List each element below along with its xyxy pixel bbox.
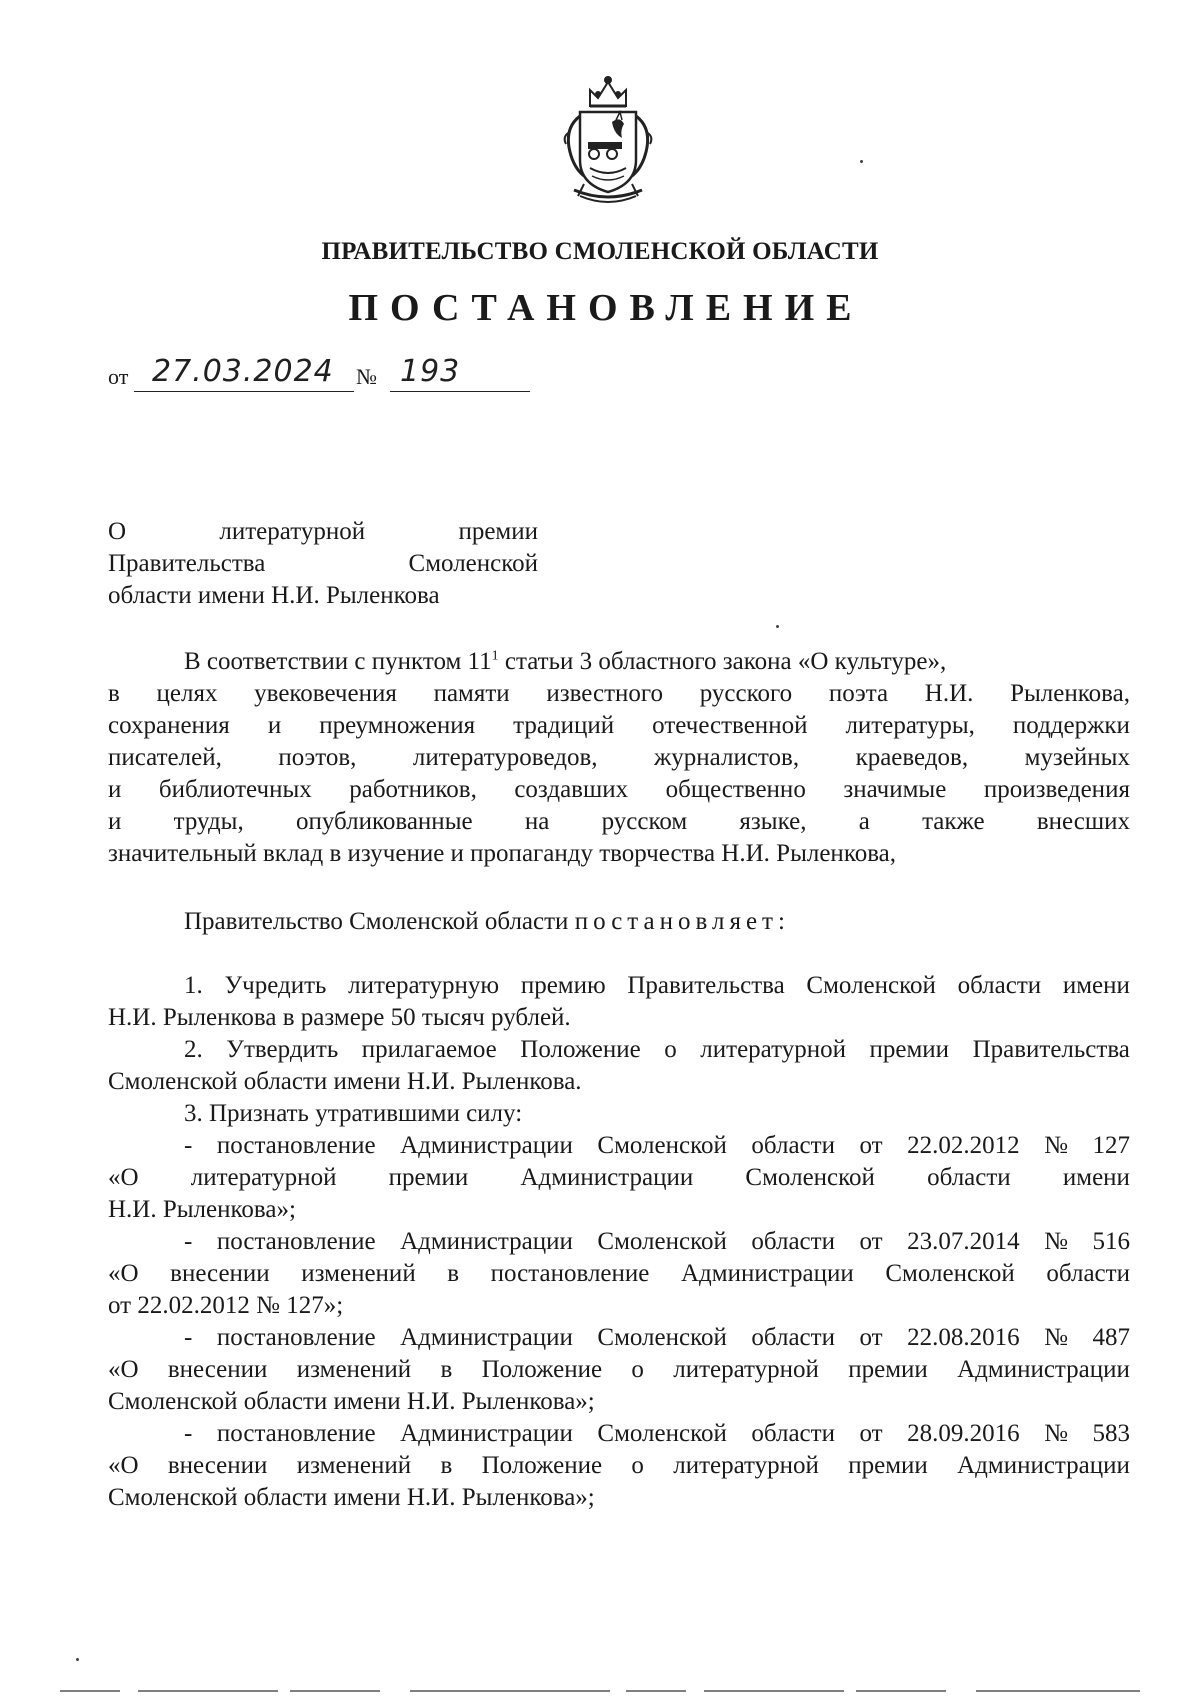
number-label: № bbox=[356, 364, 377, 389]
scan-speck bbox=[76, 1658, 79, 1661]
item-line: - постановление Администрации Смоленской области от 23.07.2014 № 516 bbox=[184, 1228, 1130, 1255]
item-line: Н.И. Рыленкова»; bbox=[108, 1196, 296, 1223]
handwritten-number: 193 bbox=[400, 354, 461, 389]
preamble-line bbox=[108, 646, 1130, 678]
item-line: «О литературной премии Администрации Смоленской области имени bbox=[108, 1164, 1130, 1191]
scan-speck bbox=[776, 625, 779, 628]
item-line: «О внесении изменений в постановление Администрации Смоленской области bbox=[108, 1260, 1130, 1287]
resolution-items bbox=[108, 970, 1130, 1514]
scan-edge-line bbox=[60, 1690, 1140, 1692]
subject-word: премии bbox=[458, 518, 538, 545]
preamble-line: в целях увековечения памяти известного русского поэта Н.И. Рыленкова, bbox=[108, 680, 1130, 707]
item-line: - постановление Администрации Смоленской области от 22.08.2016 № 487 bbox=[184, 1324, 1130, 1351]
resolution-verb: постановляет: bbox=[574, 908, 790, 935]
item-line: 1. Учредить литературную премию Правительства Смоленской области имени bbox=[184, 972, 1130, 999]
item-line: «О внесении изменений в Положение о литературной премии Администрации bbox=[108, 1452, 1130, 1479]
handwritten-date: 27.03.2024 bbox=[152, 354, 334, 389]
resolution-prefix: Правительство Смоленской области bbox=[184, 908, 575, 935]
date-field bbox=[134, 354, 354, 392]
item-line: Смоленской области имени Н.И. Рыленкова. bbox=[108, 1068, 582, 1095]
item-line: 2. Утвердить прилагаемое Положение о литературной премии Правительства bbox=[184, 1036, 1130, 1063]
subject-word: Смоленской bbox=[408, 550, 538, 577]
subject-line: области имени Н.И. Рыленкова bbox=[108, 582, 440, 609]
subject-line bbox=[108, 516, 538, 548]
document-subject bbox=[108, 516, 538, 612]
preamble-paragraph bbox=[108, 646, 1130, 870]
document-type-title: ПОСТАНОВЛЕНИЕ bbox=[348, 287, 864, 329]
preamble-line: значительный вклад в изучение и пропаганду творчества Н.И. Рыленкова, bbox=[108, 840, 897, 867]
scan-speck bbox=[860, 160, 863, 163]
preamble-line: писателей, поэтов, литературоведов, журналистов, краеведов, музейных bbox=[108, 744, 1130, 771]
item-line: - постановление Администрации Смоленской области от 22.02.2012 № 127 bbox=[184, 1132, 1130, 1159]
item-line: 3. Признать утратившими силу: bbox=[184, 1100, 523, 1127]
item-line: Смоленской области имени Н.И. Рыленкова»; bbox=[108, 1484, 595, 1511]
item-line: Н.И. Рыленкова в размере 50 тысяч рублей. bbox=[108, 1004, 571, 1031]
preamble-line: и библиотечных работников, создавших общественно значимые произведения bbox=[108, 776, 1130, 803]
preamble-line: и труды, опубликованные на русском языке, а также внесших bbox=[108, 808, 1130, 835]
subject-word: О bbox=[108, 518, 127, 545]
subject-word: Правительства bbox=[108, 550, 266, 577]
item-line: от 22.02.2012 № 127»; bbox=[108, 1292, 344, 1319]
government-name: ПРАВИТЕЛЬСТВО СМОЛЕНСКОЙ ОБЛАСТИ bbox=[321, 238, 879, 265]
from-label: от bbox=[108, 364, 129, 389]
item-line: - постановление Администрации Смоленской области от 28.09.2016 № 583 bbox=[184, 1420, 1130, 1447]
date-number-line bbox=[108, 356, 548, 392]
subject-word: литературной bbox=[219, 518, 366, 545]
preamble-text: В соответствии с пунктом $11^1$ статьи 3 областного закона «О культуре», bbox=[184, 648, 947, 675]
number-field bbox=[390, 354, 530, 392]
item-line: «О внесении изменений в Положение о литературной премии Администрации bbox=[108, 1356, 1130, 1383]
smolensk-coat-of-arms-icon bbox=[560, 72, 656, 208]
resolution-line bbox=[108, 906, 1130, 938]
subject-line bbox=[108, 548, 538, 580]
preamble-line: сохранения и преумножения традиций отечественной литературы, поддержки bbox=[108, 712, 1130, 739]
item-line: Смоленской области имени Н.И. Рыленкова»; bbox=[108, 1388, 595, 1415]
